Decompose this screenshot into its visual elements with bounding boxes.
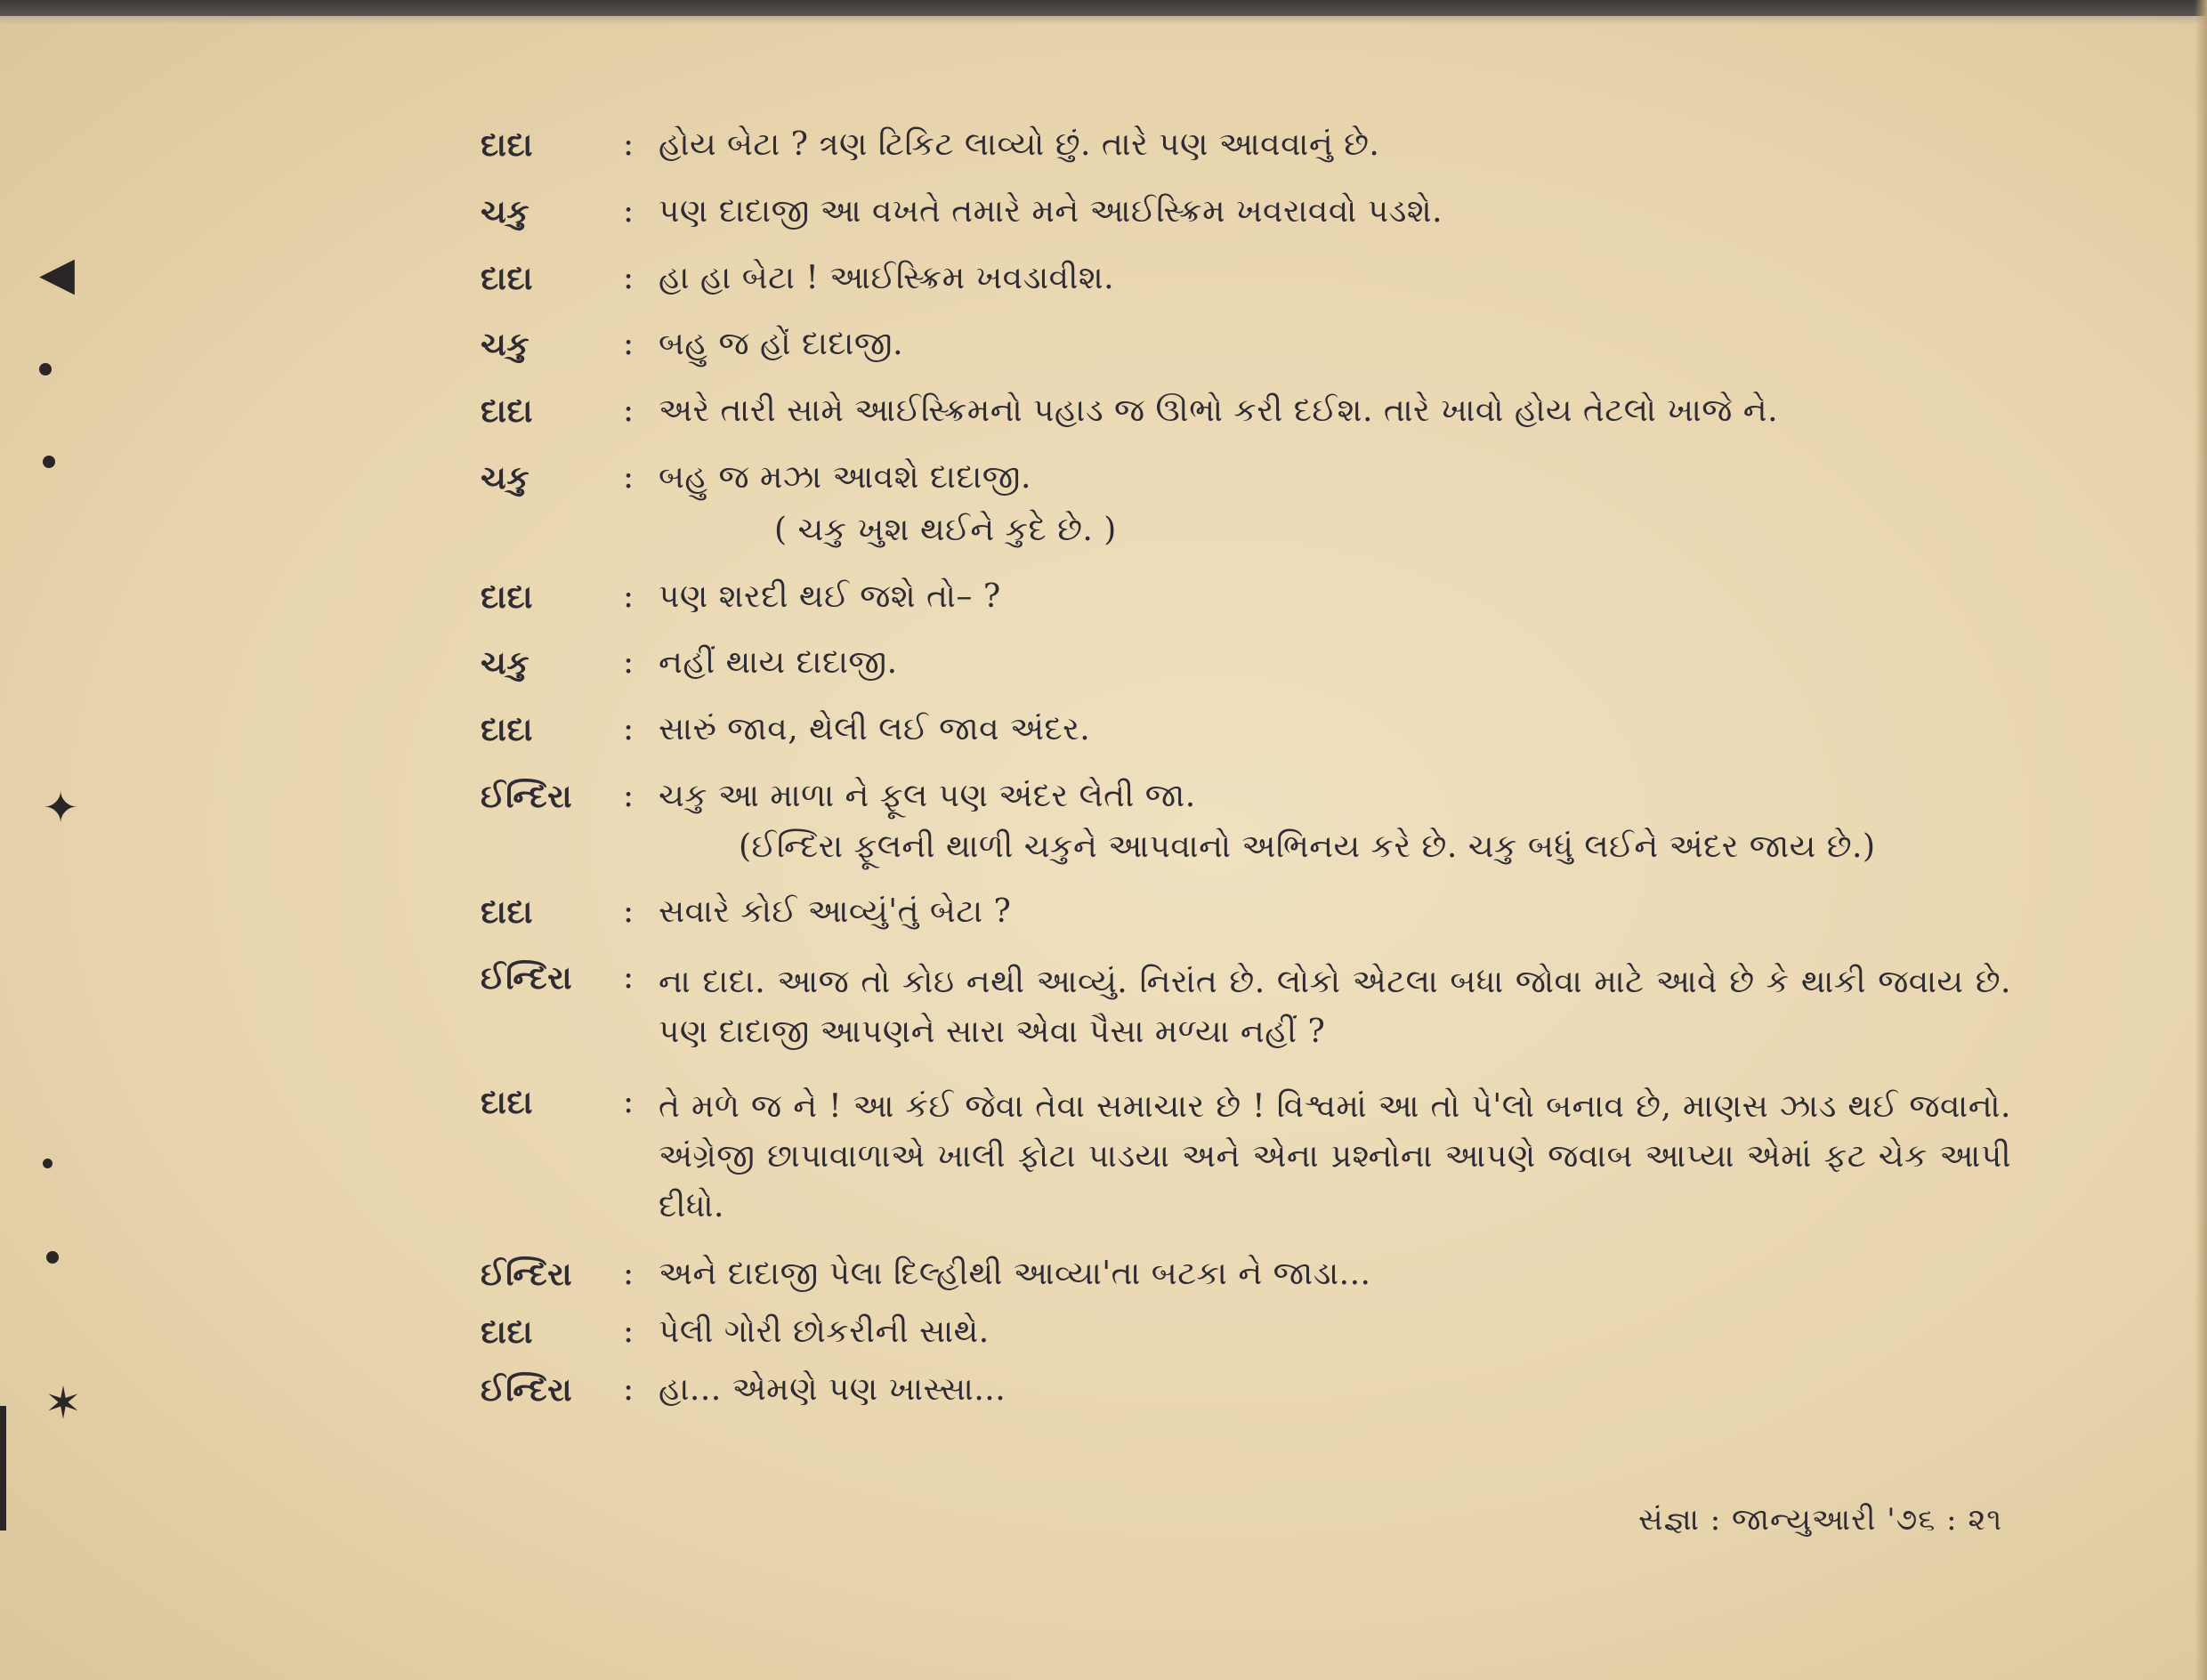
speech-text: સવારે કોઈ આવ્યું'તું બેટા ? (659, 892, 1012, 930)
dialogue-line (481, 957, 2011, 1057)
speaker-name: દાદા (481, 1083, 533, 1121)
dialogue-line (481, 577, 2011, 618)
speech-text: પણ શરદી થઈ જશે તો– ? (659, 578, 1001, 615)
speaker-name: ચકુ (481, 644, 530, 682)
dialogue-line (481, 457, 2011, 552)
dialogue-line (481, 1254, 2011, 1296)
speaker-name: ચકુ (481, 326, 530, 364)
separator: : (623, 892, 635, 930)
binding-mark (0, 1406, 6, 1531)
speech-text: હોય બેટા ? ત્રણ ટિકિટ લાવ્યો છું. તારે પણ આવવાનું છે. (659, 126, 1380, 163)
separator: : (623, 259, 635, 296)
speaker-name: ઈન્દિરા (481, 1256, 573, 1294)
speech-text: અને દાદાજી પેલા દિલ્હીથી આવ્યા'તા બટકા ને જાડા... (659, 1256, 1371, 1293)
speech-text: હા... એમણે પણ ખાસ્સા... (659, 1370, 1006, 1408)
speech-text: હા હા બેટા ! આઈસ્ક્રિમ ખવડાવીશ. (659, 259, 1115, 296)
separator: : (623, 578, 635, 615)
separator: : (623, 1083, 635, 1120)
speech-text (659, 776, 2011, 868)
speech-text: તે મળે જ ને ! આ કંઈ જેવા તેવા સમાચાર છે ! વિશ્વમાં આ તો પે'લો બનાવ છે, માણસ ઝાડ થઈ જવાનો. અંગ્રેજી છાપાવાળાએ ખાલી ફોટા પાડયા અને એના પ્રશ્નોના આપણે જવાબ આપ્યા એમાં ફટ ચેક આપી દીધો. (659, 1087, 2011, 1224)
dialogue-block (481, 125, 2011, 1411)
speaker-name: દાદા (481, 892, 533, 931)
page-top-edge (0, 0, 2207, 16)
speech-text: નહીં થાય દાદાજી. (659, 644, 898, 682)
dialogue-line (481, 258, 2011, 300)
dialogue-line (481, 391, 2011, 432)
speech-line: ચકુ આ માળા ને ફૂલ પણ અંદર લેતી જા. (659, 777, 1196, 814)
dialogue-line (481, 1082, 2011, 1231)
speaker-name: ઈન્દિરા (481, 959, 573, 998)
dialogue-line (481, 1312, 2011, 1353)
separator: : (623, 959, 635, 997)
speaker-name: ઈન્દિરા (481, 777, 573, 815)
separator: : (623, 392, 635, 430)
speech-text: પણ દાદાજી આ વખતે તમારે મને આઈસ્ક્રિમ ખવરાવવો પડશે. (659, 192, 1443, 230)
star-mark-icon: ✶ (44, 1377, 82, 1429)
page-top-shadow (0, 16, 2207, 25)
speaker-name: ચકુ (481, 458, 530, 497)
separator: : (623, 1313, 635, 1351)
page-footer: સંજ્ઞા : જાન્યુઆરી '૭૬ : ૨૧ (1637, 1502, 2002, 1538)
speech-text (659, 457, 2011, 552)
separator: : (623, 192, 635, 230)
arrow-mark-icon: ◀ (39, 247, 75, 301)
dialogue-line (481, 776, 2011, 868)
speaker-name: દાદા (481, 1313, 533, 1352)
dialogue-line (481, 191, 2011, 233)
dialogue-line (481, 324, 2011, 366)
dialogue-line (481, 892, 2011, 933)
speech-line: બહુ જ મઝા આવશે દાદાજી. (659, 458, 1031, 496)
speech-text: બહુ જ હોં દાદાજી. (659, 326, 904, 363)
separator: : (623, 326, 635, 363)
speech-text: પેલી ગોરી છોકરીની સાથે. (659, 1313, 990, 1351)
dot-mark-icon (43, 1159, 53, 1168)
dialogue-line (481, 642, 2011, 684)
dialogue-line (481, 1369, 2011, 1411)
separator: : (623, 777, 635, 814)
speaker-name: ઈન્દિરા (481, 1370, 573, 1409)
dot-mark-icon (43, 456, 55, 468)
dot-mark-icon (39, 363, 52, 376)
stage-direction: (ઈન્દિરા ફૂલની થાળી ચકુને આપવાનો અભિનય કરે છે. ચકુ બધું લઈને અંદર જાય છે.) (739, 828, 1876, 865)
page-right-edge (2195, 0, 2207, 1680)
speech-text: સારું જાવ, થેલી લઈ જાવ અંદર. (659, 711, 1091, 748)
separator: : (623, 711, 635, 748)
stage-direction: ( ચકુ ખુશ થઈને કુદે છે. ) (774, 511, 1117, 548)
separator: : (623, 644, 635, 682)
speech-text: ના દાદા. આજ તો કોઇ નથી આવ્યું. નિરાંત છે. લોકો એટલા બધા જોવા માટે આવે છે કે થાકી જવાય છે. પણ દાદાજી આપણને સારા એવા પૈસા મળ્યા નહીં ? (659, 964, 2011, 1051)
dot-mark-icon (46, 1251, 59, 1264)
separator: : (623, 1256, 635, 1293)
separator: : (623, 458, 635, 496)
speech-text: અરે તારી સામે આઈસ્ક્રિમનો પહાડ જ ઊભો કરી દઈશ. તારે ખાવો હોય તેટલો ખાજે ને. (659, 392, 1779, 430)
speaker-name: દાદા (481, 259, 533, 297)
separator: : (623, 1370, 635, 1408)
speaker-name: દાદા (481, 711, 533, 749)
speaker-name: દાદા (481, 578, 533, 616)
star-mark-icon: ✦ (43, 783, 79, 833)
dialogue-line (481, 709, 2011, 751)
dialogue-line (481, 125, 2011, 166)
speaker-name: દાદા (481, 126, 533, 164)
speaker-name: ચકુ (481, 192, 530, 230)
speaker-name: દાદા (481, 392, 533, 431)
separator: : (623, 126, 635, 163)
